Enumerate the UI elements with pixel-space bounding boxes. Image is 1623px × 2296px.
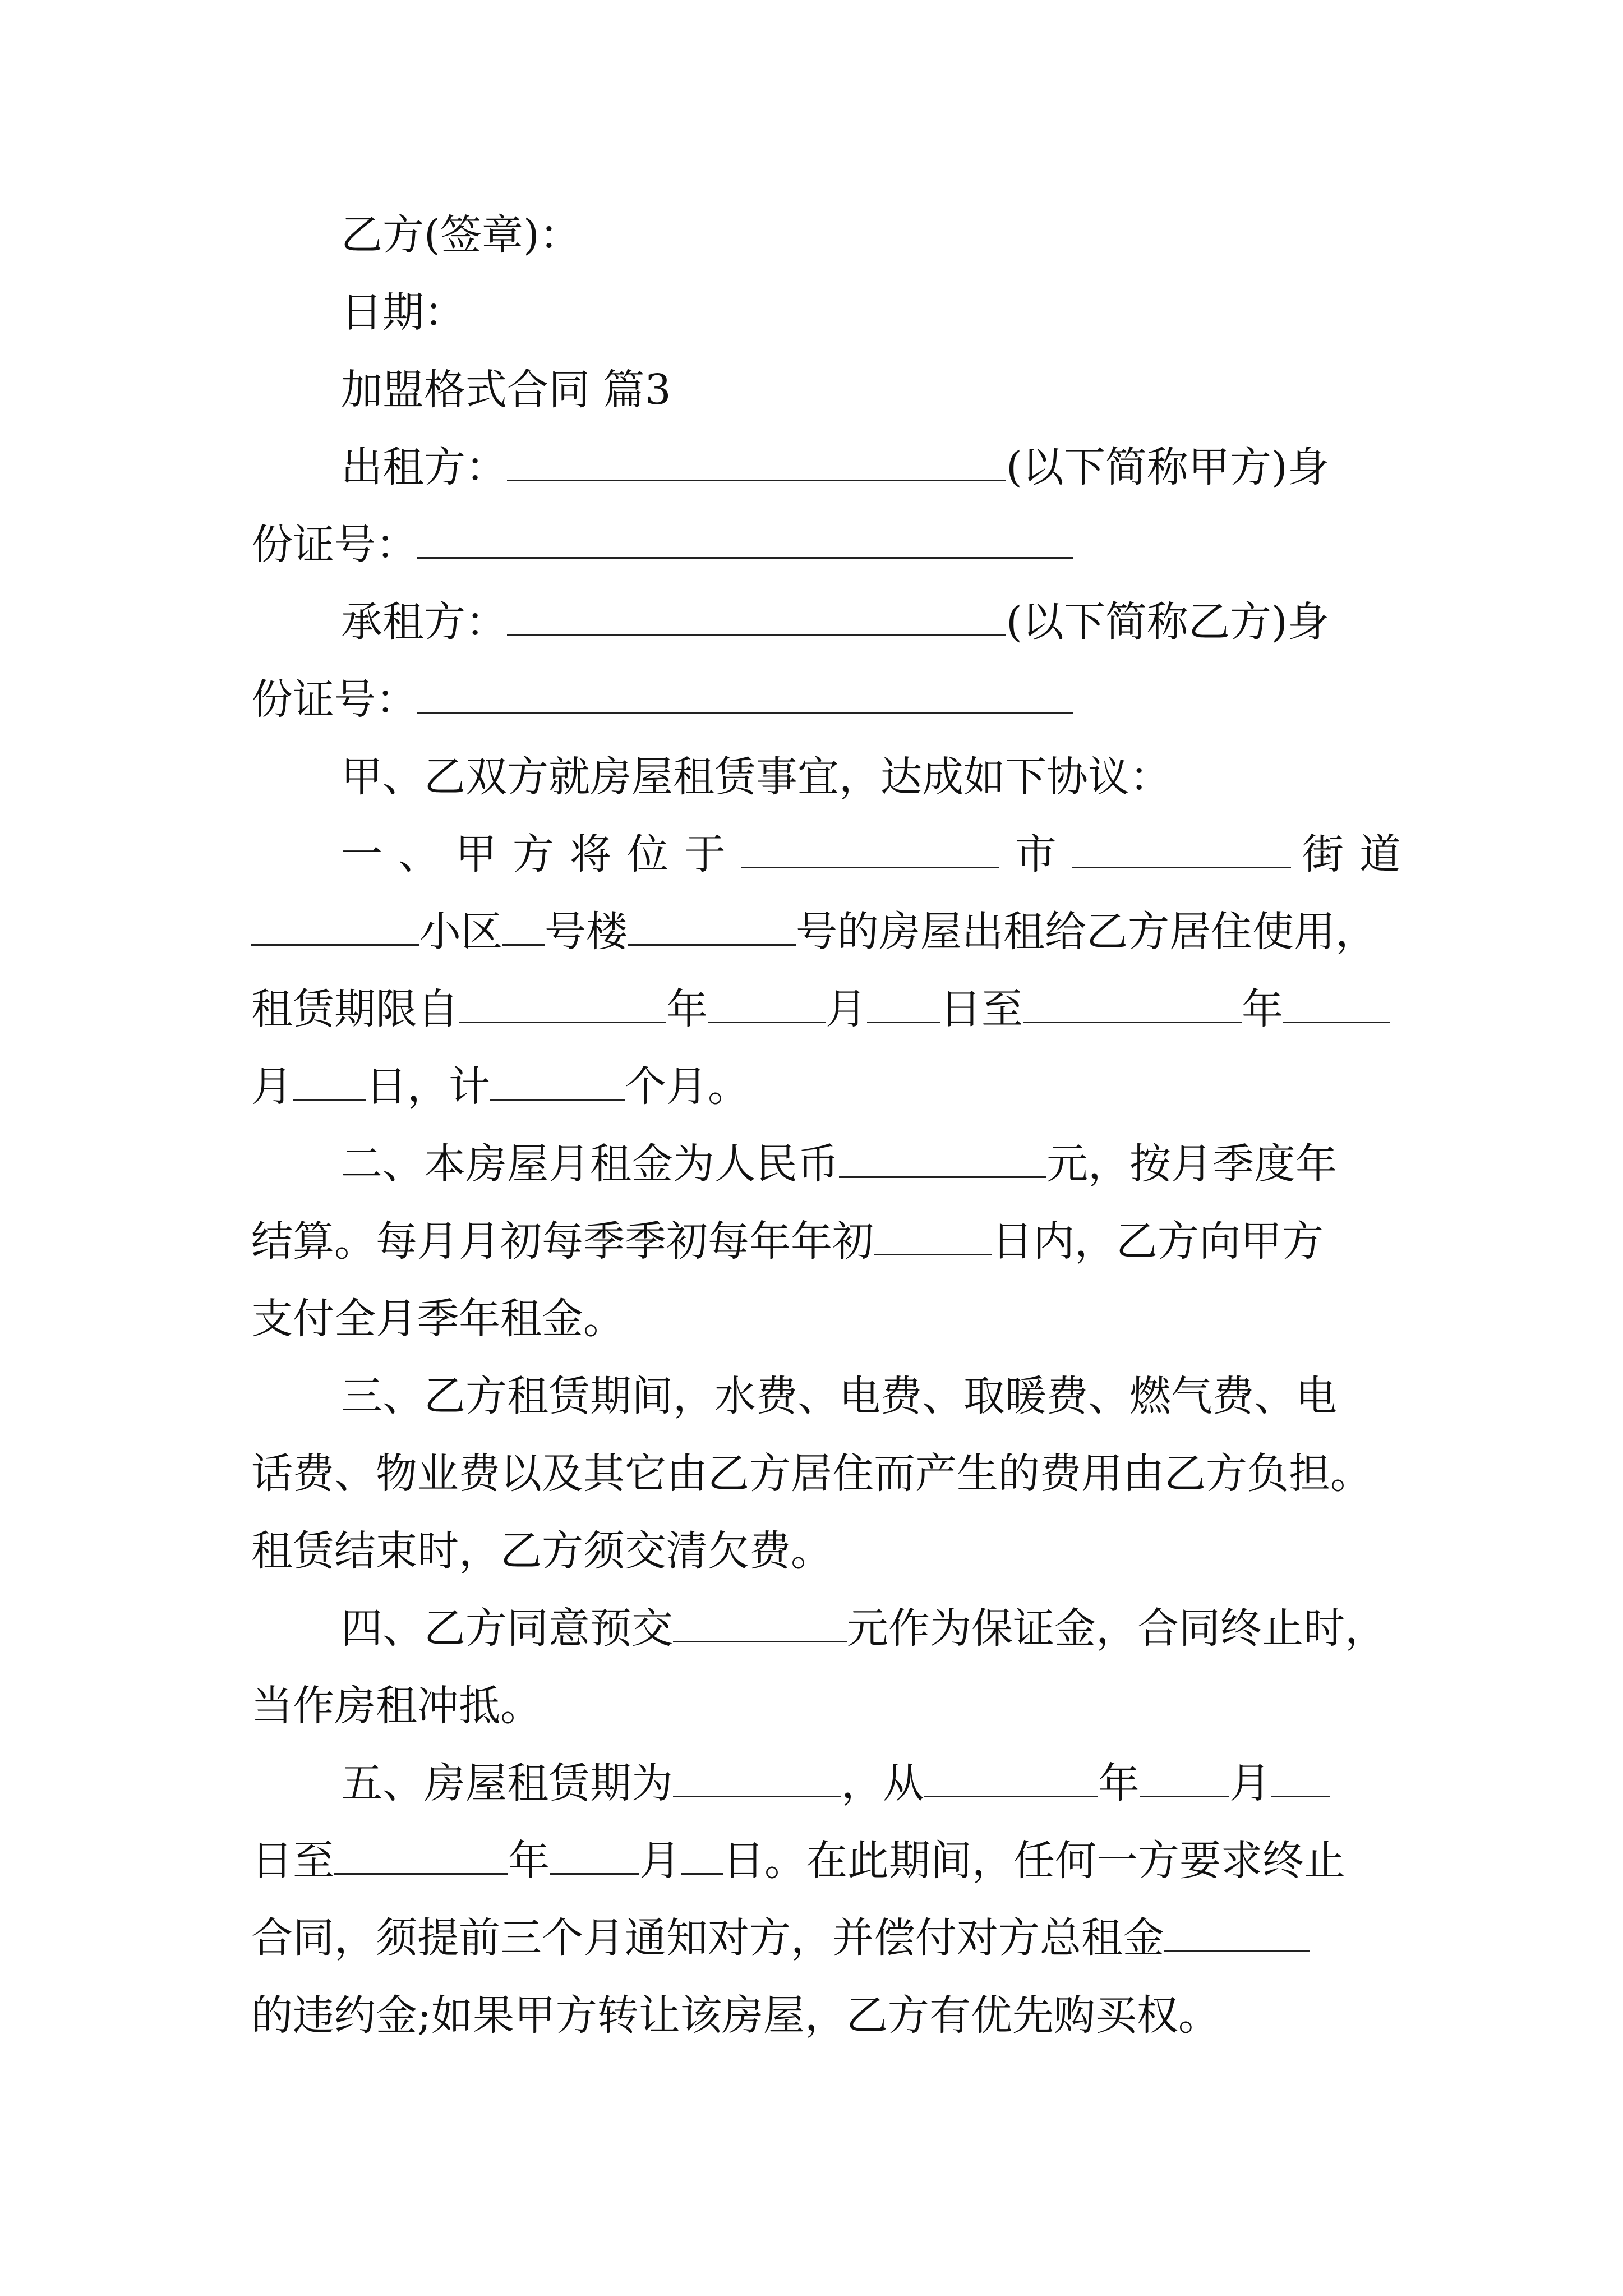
room-blank	[628, 905, 796, 946]
lessor-name-blank	[507, 440, 1006, 481]
payment-days-blank	[874, 1214, 992, 1255]
street-label: 街道	[1302, 830, 1417, 878]
clause-3-line-2	[251, 1435, 1390, 1512]
termination-text: 日。在此期间，任何一方要求终止	[723, 1837, 1345, 1885]
month-count-blank	[490, 1060, 625, 1101]
term-start-day-label: 日至	[251, 1837, 334, 1885]
city-blank	[741, 827, 999, 868]
clause-2-line-1	[341, 1125, 1390, 1203]
start-month-blank	[708, 982, 826, 1023]
end-month-label: 月	[251, 1062, 293, 1111]
clause-3-continuation: 话费、物业费以及其它由乙方居住而产生的费用由乙方负担。	[251, 1450, 1372, 1498]
date-label: 日期：	[341, 288, 465, 337]
lessor-id-line	[251, 506, 1390, 583]
building-label: 号楼	[545, 908, 628, 956]
term-start-day-blank	[1271, 1756, 1330, 1797]
clause-1-text: 一、甲方将位于	[341, 830, 741, 878]
lease-term-blank	[673, 1756, 841, 1797]
section-heading	[341, 351, 1390, 429]
clause-1-line-1	[341, 816, 1417, 893]
clause-3-text: 三、乙方租赁期间，水费、电费、取暖费、燃气费、电	[341, 1372, 1337, 1420]
start-year-label: 年	[666, 985, 708, 1033]
clause-4-line-2	[251, 1667, 1390, 1745]
clause-5-line-4	[251, 1977, 1390, 2054]
term-start-year-blank	[924, 1756, 1098, 1797]
lease-period-label: 租赁期限自	[251, 985, 459, 1033]
lessee-label: 承租方：	[341, 598, 507, 646]
lessee-note: (以下简称乙方)身	[1006, 598, 1329, 646]
clause-5-line-1	[341, 1745, 1390, 1822]
term-start-month-blank	[1140, 1756, 1229, 1797]
term-end-year-label: 年	[508, 1837, 550, 1885]
penalty-text: 合同，须提前三个月通知对方，并偿付对方总租金	[251, 1914, 1164, 1962]
contract-text	[251, 196, 1417, 2054]
end-year-blank	[1023, 982, 1242, 1023]
start-year-blank	[459, 982, 666, 1023]
start-day-blank	[867, 982, 940, 1023]
section-title: 加盟格式合同 篇3	[341, 366, 671, 414]
community-label: 小区	[419, 908, 502, 956]
rent-settlement: 元，按月季度年	[1046, 1140, 1337, 1188]
term-start-month-label: 月	[1229, 1759, 1271, 1807]
lessor-id-blank	[417, 518, 1073, 559]
agreement-intro-text: 甲、乙双方就房屋租赁事宜，达成如下协议：	[341, 753, 1171, 801]
term-end-day-blank	[681, 1834, 723, 1875]
party-b-signature-line	[341, 196, 1390, 274]
deposit-amount-blank	[673, 1602, 847, 1642]
end-month-blank	[1283, 982, 1390, 1023]
lessee-id-label: 份证号：	[251, 675, 417, 724]
payment-schedule: 结算。每月月初每季季初每年年初	[251, 1217, 874, 1266]
lessee-line	[341, 583, 1390, 661]
clause-2-line-2	[251, 1203, 1390, 1280]
term-end-month-blank	[550, 1834, 639, 1875]
clause-5-line-2	[251, 1822, 1390, 1899]
agreement-intro	[341, 738, 1390, 816]
clause-4-end: 当作房租冲抵。	[251, 1682, 542, 1730]
clause-1-line-4	[251, 1048, 1390, 1125]
clause-5-end: 的违约金;如果甲方转让该房屋，乙方有优先购买权。	[251, 1991, 1220, 2040]
lessor-line	[341, 429, 1390, 506]
lessor-id-label: 份证号：	[251, 521, 417, 569]
clause-3-end: 租赁结束时，乙方须交清欠费。	[251, 1527, 832, 1575]
clause-2-end: 支付全月季年租金。	[251, 1295, 625, 1343]
penalty-blank	[1164, 1911, 1310, 1952]
clause-5-line-3	[251, 1899, 1390, 1977]
clause-1-line-2	[251, 893, 1390, 970]
party-b-signature-label: 乙方(签章)：	[341, 211, 581, 259]
city-label: 市	[1015, 830, 1057, 878]
lessor-note: (以下简称甲方)身	[1006, 443, 1329, 491]
lease-term-label: 五、房屋租赁期为	[341, 1759, 673, 1807]
lessee-name-blank	[507, 595, 1006, 636]
lessee-id-line	[251, 661, 1390, 738]
building-blank	[502, 905, 545, 946]
start-month-label: 月	[826, 985, 867, 1033]
month-count-label: 个月。	[625, 1062, 749, 1111]
end-day-label: 日，计	[366, 1062, 490, 1111]
clause-1-continuation: 号的房屋出租给乙方居住使用，	[796, 908, 1377, 956]
payment-recipient: 日内，乙方向甲方	[992, 1217, 1324, 1266]
term-end-month-label: 月	[639, 1837, 681, 1885]
clause-2-line-3	[251, 1280, 1390, 1358]
street-blank	[1072, 827, 1291, 868]
deposit-label: 四、乙方同意预交	[341, 1604, 673, 1653]
clause-4-line-1	[341, 1590, 1390, 1667]
rent-label: 二、本房屋月租金为人民币	[341, 1140, 839, 1188]
term-end-year-blank	[334, 1834, 508, 1875]
term-start-year-label: 年	[1098, 1759, 1140, 1807]
clause-3-line-3	[251, 1512, 1390, 1590]
end-day-blank	[293, 1060, 366, 1101]
community-blank	[251, 905, 419, 946]
from-label: ，从	[841, 1759, 924, 1807]
deposit-note: 元作为保证金，合同终止时，	[847, 1604, 1386, 1653]
date-line	[341, 274, 1390, 351]
clause-3-line-1	[341, 1358, 1390, 1435]
lessee-id-blank	[417, 673, 1073, 714]
end-year-label: 年	[1242, 985, 1283, 1033]
start-day-label: 日至	[940, 985, 1023, 1033]
lessor-label: 出租方：	[341, 443, 507, 491]
rent-amount-blank	[839, 1137, 1046, 1178]
clause-1-line-3	[251, 970, 1390, 1048]
